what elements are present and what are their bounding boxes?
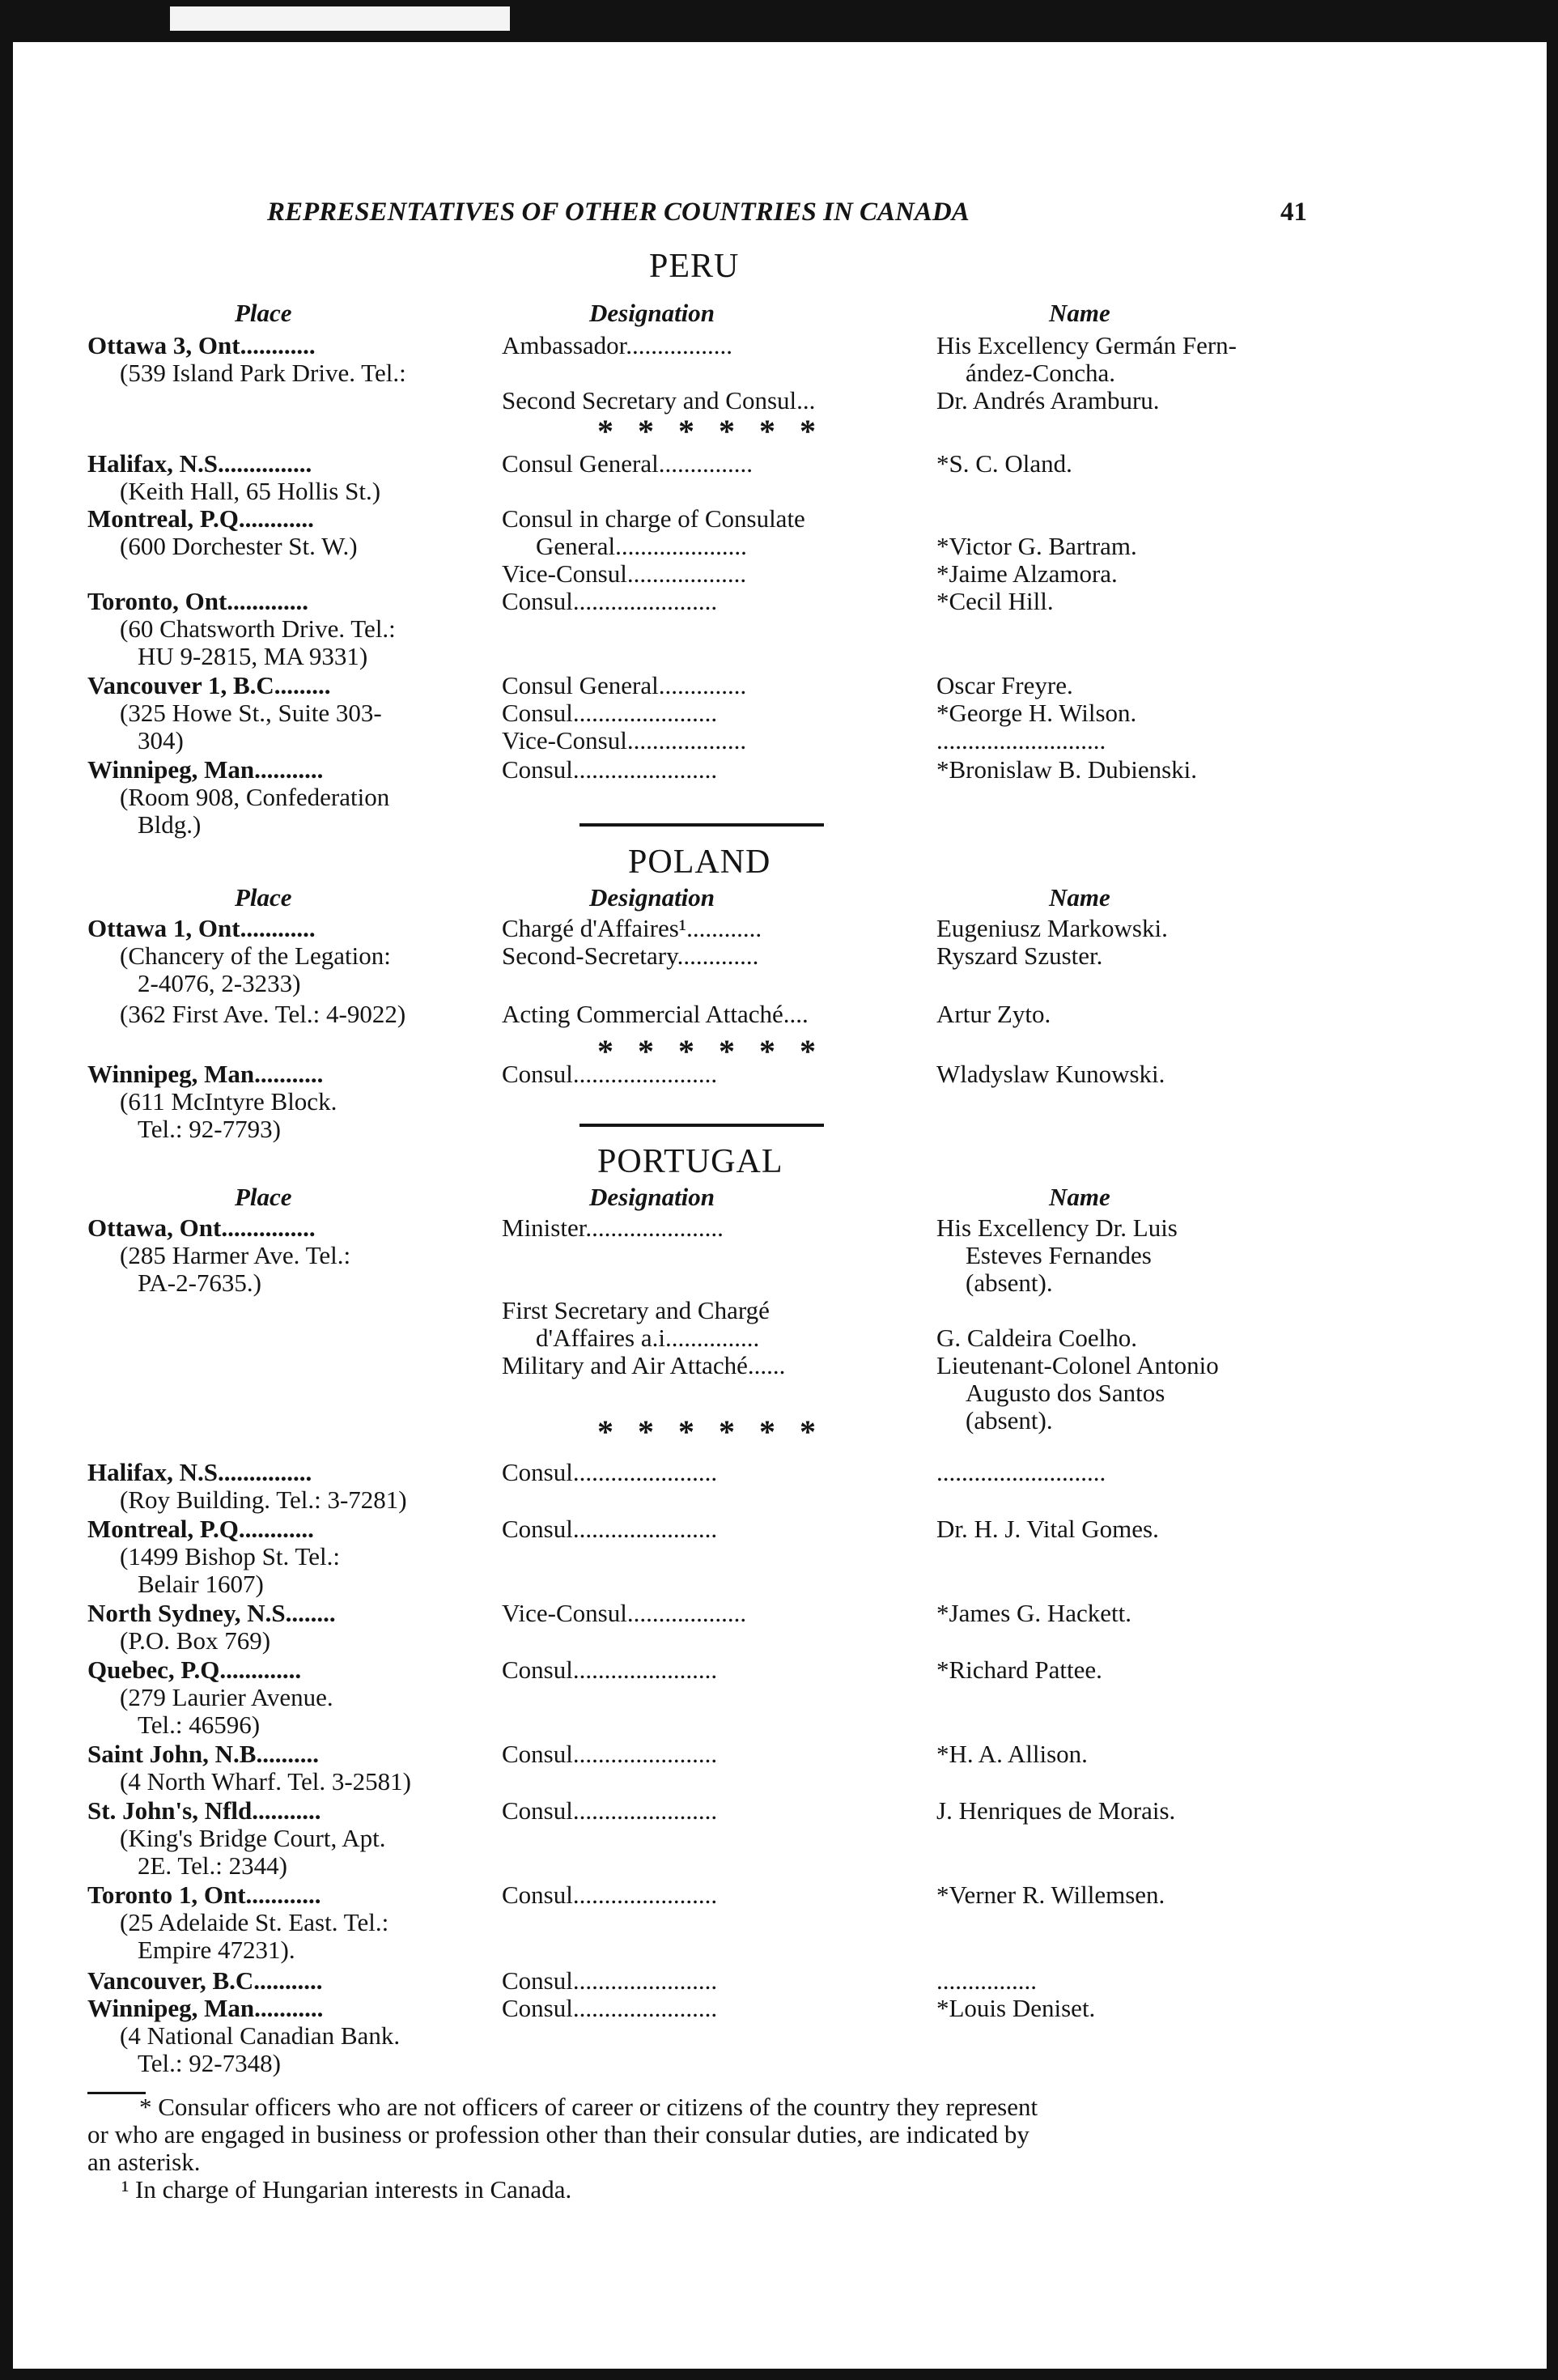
entry-place: Bldg.) — [138, 810, 202, 839]
entry-place: (60 Chatsworth Drive. Tel.: — [120, 614, 396, 643]
entry-place: Quebec, P.Q............. — [87, 1655, 302, 1684]
entry-designation: Consul....................... — [502, 1458, 718, 1486]
entry-place: Belair 1607) — [138, 1570, 264, 1598]
entry-name: *George H. Wilson. — [936, 699, 1137, 727]
entry-place: (362 First Ave. Tel.: 4-9022) — [120, 1000, 406, 1028]
section-separator: * * * * * * — [597, 413, 824, 449]
column-header-name: Name — [1049, 299, 1110, 327]
entry-name: *Verner R. Willemsen. — [936, 1881, 1165, 1909]
entry-designation: Second Secretary and Consul... — [502, 386, 816, 414]
entry-place: North Sydney, N.S........ — [87, 1599, 336, 1627]
entry-designation: Consul General.............. — [502, 671, 747, 699]
entry-place: Montreal, P.Q............ — [87, 1515, 314, 1543]
running-header: REPRESENTATIVES OF OTHER COUNTRIES IN CANADA — [267, 198, 970, 227]
page-number: 41 — [1280, 198, 1307, 227]
entry-place: (279 Laurier Avenue. — [120, 1683, 333, 1711]
entry-name: ........................... — [936, 726, 1106, 754]
entry-place: Toronto 1, Ont............ — [87, 1881, 321, 1909]
column-header-place: Place — [235, 1183, 292, 1211]
entry-place: (Room 908, Confederation — [120, 783, 390, 811]
entry-name: Dr. H. J. Vital Gomes. — [936, 1515, 1159, 1543]
entry-place: (Roy Building. Tel.: 3-7281) — [120, 1485, 407, 1514]
entry-place: Vancouver 1, B.C......... — [87, 671, 331, 699]
column-header-place: Place — [235, 883, 292, 912]
entry-place: HU 9-2815, MA 9331) — [138, 642, 368, 670]
entry-place: Saint John, N.B.......... — [87, 1740, 319, 1768]
entry-name: Oscar Freyre. — [936, 671, 1073, 699]
entry-name: (absent). — [966, 1406, 1053, 1434]
entry-place: 304) — [138, 726, 184, 754]
entry-designation: Acting Commercial Attaché.... — [502, 1000, 809, 1028]
footnote-line: * Consular officers who are not officers of career or citizens of the country they represent — [139, 2093, 1038, 2121]
entry-designation: Consul....................... — [502, 1060, 718, 1088]
entry-name: (absent). — [966, 1269, 1053, 1297]
entry-designation: Consul in charge of Consulate — [502, 504, 805, 533]
entry-place: (4 North Wharf. Tel. 3-2581) — [120, 1767, 411, 1796]
country-heading: POLAND — [628, 844, 771, 881]
entry-place: Ottawa, Ont............... — [87, 1213, 316, 1242]
entry-designation: Vice-Consul................... — [502, 1599, 747, 1627]
entry-place: Vancouver, B.C........... — [87, 1966, 323, 1995]
entry-designation: Vice-Consul................... — [502, 559, 747, 588]
entry-name: *H. A. Allison. — [936, 1740, 1088, 1768]
section-separator: * * * * * * — [597, 1413, 824, 1450]
entry-place: (King's Bridge Court, Apt. — [120, 1824, 386, 1852]
entry-name: *Bronislaw B. Dubienski. — [936, 755, 1198, 784]
entry-name: His Excellency Germán Fern- — [936, 331, 1237, 359]
entry-name: Augusto dos Santos — [966, 1379, 1165, 1407]
entry-place: Tel.: 92-7793) — [138, 1115, 281, 1143]
entry-place: PA-2-7635.) — [138, 1269, 262, 1297]
entry-name: *Victor G. Bartram. — [936, 532, 1137, 560]
entry-designation: Consul....................... — [502, 1881, 718, 1909]
entry-place: Ottawa 1, Ont............ — [87, 914, 316, 942]
entry-name: Artur Zyto. — [936, 1000, 1051, 1028]
entry-place: (P.O. Box 769) — [120, 1626, 271, 1655]
section-rule — [579, 823, 824, 827]
entry-place: Halifax, N.S............... — [87, 1458, 312, 1486]
entry-designation: Consul....................... — [502, 587, 718, 615]
entry-place: (611 McIntyre Block. — [120, 1087, 337, 1116]
column-header-place: Place — [235, 299, 292, 327]
entry-designation: General..................... — [536, 532, 747, 560]
entry-designation: Military and Air Attaché...... — [502, 1351, 786, 1379]
entry-designation: Minister...................... — [502, 1213, 724, 1242]
entry-name: His Excellency Dr. Luis — [936, 1213, 1178, 1242]
entry-place: Tel.: 46596) — [138, 1711, 261, 1739]
entry-designation: Ambassador................. — [502, 331, 733, 359]
column-header-designation: Designation — [589, 1183, 715, 1211]
entry-designation: Consul....................... — [502, 1966, 718, 1995]
entry-designation: Vice-Consul................... — [502, 726, 747, 754]
entry-place: 2-4076, 2-3233) — [138, 969, 301, 997]
entry-place: Tel.: 92-7348) — [138, 2049, 281, 2077]
entry-place: (25 Adelaide St. East. Tel.: — [120, 1908, 389, 1936]
entry-name: ................ — [936, 1966, 1037, 1995]
entry-designation: Chargé d'Affaires¹............ — [502, 914, 762, 942]
entry-name: Eugeniusz Markowski. — [936, 914, 1168, 942]
entry-place: St. John's, Nfld........... — [87, 1796, 321, 1825]
entry-place: Ottawa 3, Ont............ — [87, 331, 316, 359]
entry-name: *Cecil Hill. — [936, 587, 1054, 615]
entry-designation: d'Affaires a.i............... — [536, 1324, 760, 1352]
section-rule — [579, 1124, 824, 1127]
entry-place: (4 National Canadian Bank. — [120, 2021, 401, 2050]
country-heading: PERU — [649, 248, 740, 285]
entry-designation: Consul....................... — [502, 1796, 718, 1825]
entry-designation: Consul....................... — [502, 1740, 718, 1768]
entry-name: *Jaime Alzamora. — [936, 559, 1118, 588]
entry-name: Ryszard Szuster. — [936, 941, 1103, 970]
entry-name: *Richard Pattee. — [936, 1655, 1102, 1684]
entry-place: Montreal, P.Q............ — [87, 504, 314, 533]
entry-place: Empire 47231). — [138, 1936, 295, 1964]
column-header-name: Name — [1049, 1183, 1110, 1211]
entry-place: Winnipeg, Man........... — [87, 1994, 324, 2022]
entry-place: 2E. Tel.: 2344) — [138, 1851, 287, 1880]
entry-name: Esteves Fernandes — [966, 1241, 1152, 1269]
column-header-designation: Designation — [589, 299, 715, 327]
entry-place: Toronto, Ont............. — [87, 587, 309, 615]
entry-designation: Consul....................... — [502, 755, 718, 784]
footnote-line: ¹ In charge of Hungarian interests in Canada. — [121, 2175, 572, 2204]
entry-designation: Consul General............... — [502, 449, 753, 478]
entry-place: (325 Howe St., Suite 303- — [120, 699, 382, 727]
column-header-designation: Designation — [589, 883, 715, 912]
entry-name: ández-Concha. — [966, 359, 1116, 387]
entry-designation: First Secretary and Chargé — [502, 1296, 770, 1324]
entry-place: Halifax, N.S............... — [87, 449, 312, 478]
entry-place: (Chancery of the Legation: — [120, 941, 391, 970]
footnote-rule — [87, 2092, 146, 2094]
entry-name: Wladyslaw Kunowski. — [936, 1060, 1165, 1088]
entry-designation: Second-Secretary............. — [502, 941, 759, 970]
column-header-name: Name — [1049, 883, 1110, 912]
entry-name: *James G. Hackett. — [936, 1599, 1132, 1627]
entry-designation: Consul....................... — [502, 1515, 718, 1543]
entry-place: Winnipeg, Man........... — [87, 755, 324, 784]
entry-place: (539 Island Park Drive. Tel.: — [120, 359, 406, 387]
entry-place: (1499 Bishop St. Tel.: — [120, 1542, 340, 1570]
entry-name: *S. C. Oland. — [936, 449, 1072, 478]
entry-name: G. Caldeira Coelho. — [936, 1324, 1137, 1352]
entry-designation: Consul....................... — [502, 1994, 718, 2022]
entry-name: Lieutenant-Colonel Antonio — [936, 1351, 1219, 1379]
entry-place: (Keith Hall, 65 Hollis St.) — [120, 477, 381, 505]
entry-place: Winnipeg, Man........... — [87, 1060, 324, 1088]
footnote-line: or who are engaged in business or profession other than their consular duties, are indicated by — [87, 2120, 1029, 2148]
entry-name: ........................... — [936, 1458, 1106, 1486]
entry-name: J. Henriques de Morais. — [936, 1796, 1176, 1825]
entry-name: Dr. Andrés Aramburu. — [936, 386, 1160, 414]
entry-designation: Consul....................... — [502, 699, 718, 727]
entry-designation: Consul....................... — [502, 1655, 718, 1684]
section-separator: * * * * * * — [597, 1033, 824, 1069]
entry-place: (600 Dorchester St. W.) — [120, 532, 358, 560]
footnote-line: an asterisk. — [87, 2148, 201, 2176]
entry-place: (285 Harmer Ave. Tel.: — [120, 1241, 351, 1269]
entry-name: *Louis Deniset. — [936, 1994, 1096, 2022]
country-heading: PORTUGAL — [597, 1143, 783, 1180]
